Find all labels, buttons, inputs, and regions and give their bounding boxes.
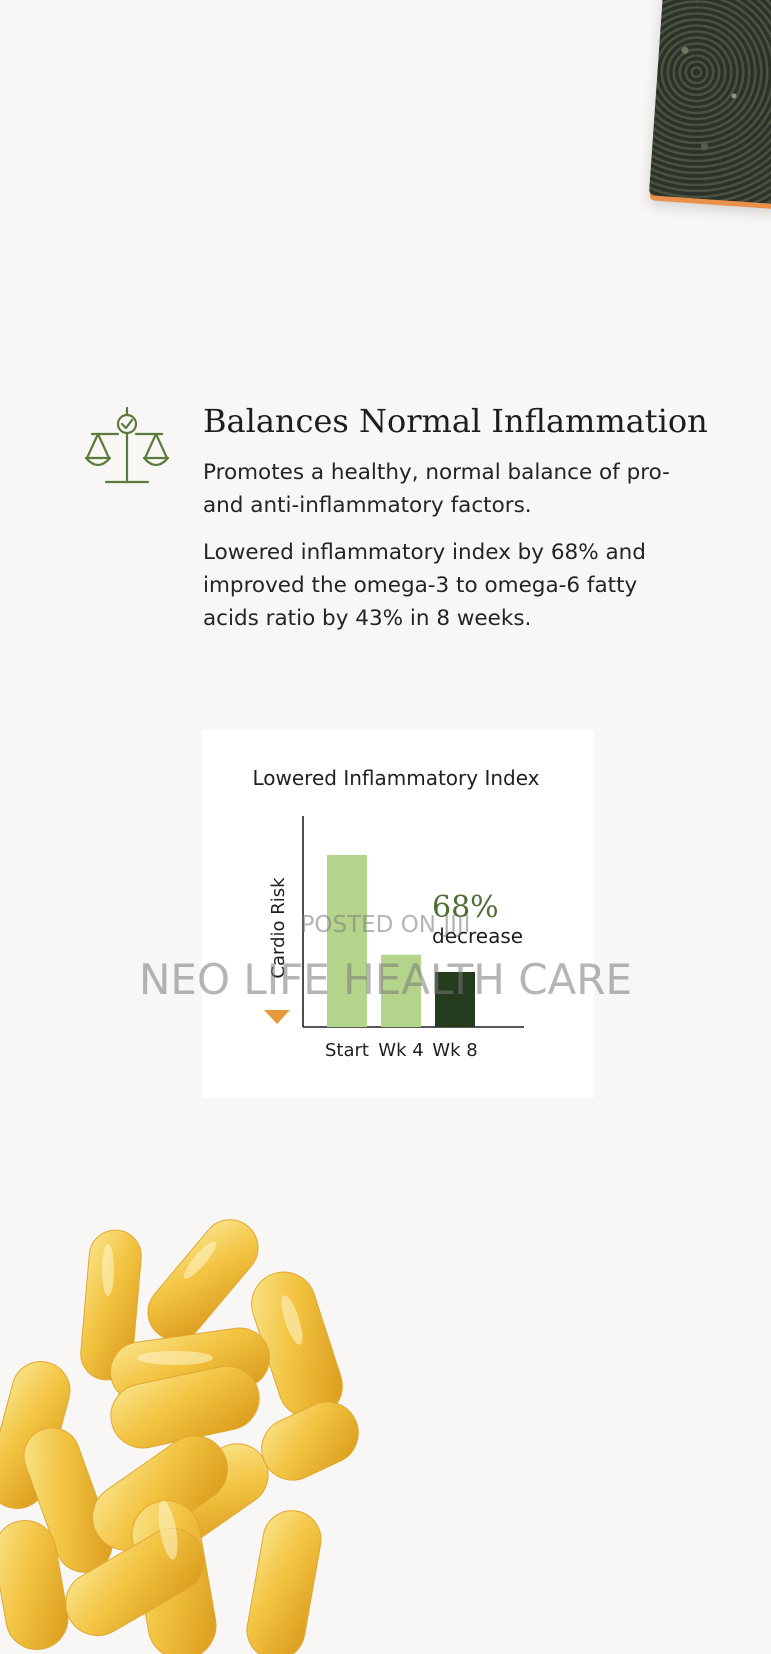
watermark-line-2: NEO LIFE HEALTH CARE bbox=[138, 955, 633, 1004]
bar-wk-4 bbox=[381, 955, 421, 1027]
y-axis-label: Cardio Risk bbox=[268, 877, 289, 979]
annotation-value: 68% bbox=[432, 890, 499, 925]
section-intro: Promotes a healthy, normal balance of pro- and anti-inflammatory factors. bbox=[203, 460, 670, 518]
inflammatory-index-chart bbox=[202, 730, 594, 1098]
chart-title: Lowered Inflammatory Index bbox=[252, 766, 540, 790]
section-title: Balances Normal Inflammation bbox=[203, 402, 708, 440]
fish-oil-capsules-image bbox=[0, 1210, 380, 1654]
balance-scale-check-icon bbox=[84, 406, 170, 486]
watermark-line-1: POSTED ON JIJI bbox=[300, 912, 471, 938]
x-tick-label: Wk 8 bbox=[432, 1040, 478, 1061]
chart-card bbox=[202, 730, 594, 1098]
down-arrow-icon bbox=[264, 1010, 290, 1024]
annotation-label: decrease bbox=[432, 924, 524, 948]
x-tick-label: Start bbox=[325, 1040, 369, 1061]
salmon-fillet-image bbox=[649, 0, 771, 204]
bar-wk-8 bbox=[435, 972, 475, 1027]
section-result: Lowered inflammatory index by 68% and improved the omega-3 to omega-6 fatty acids ratio by 43% in 8 weeks. bbox=[203, 540, 646, 631]
bar-start bbox=[327, 855, 367, 1027]
x-tick-label: Wk 4 bbox=[378, 1040, 424, 1061]
